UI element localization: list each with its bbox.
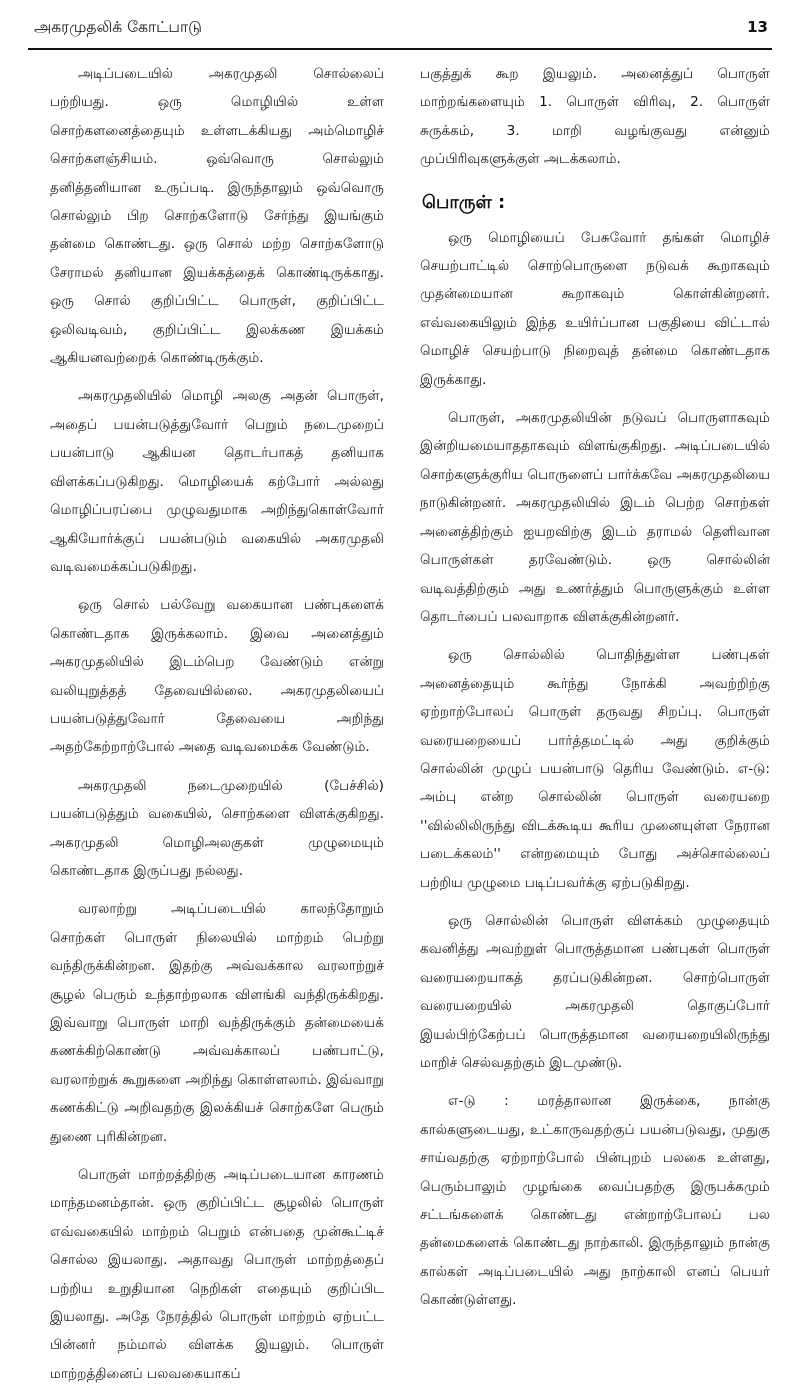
right-column [420,60,770,1325]
body-paragraph: எ-டு : மரத்தாலான இருக்கை, நான்கு கால்களுடையது, உட்காருவதற்குப் பயன்படுவது, முதுகு சாய்வதற்கு ஏற்றாற்போல் பின்புறம் பலகை உள்ளது, பெரும்பாலும் முழங்கை வைப்பதற்கு இருபக்கமும் சட்டங்களைக் கொண்டது என்றாற்போலப் பல தன்மைகளைக் கொண்டது நாற்காலி. இருந்தாலும் நான்கு கால்கள் அடிப்படையில் அது நாற்காலி எனப் பெயர் கொண்டுள்ளது. [420,1093,770,1309]
body-paragraph: பொருள், அகரமுதலியின் நடுவப் பொருளாகவும் இன்றியமையாததாகவும் விளங்குகிறது. அடிப்படையில் சொற்களுக்குரிய பொருளைப் பார்க்கவே அகரமுதலியை நாடுகின்றனர். அகரமுதலியில் இடம் பெற்ற சொற்கள் அனைத்திற்கும் ஐயறவிற்கு இடம் தராமல் தெளிவான பொருள்கள் தரவேண்டும். ஒரு சொல்லின் வடிவத்திற்கும் அது உணர்த்தும் பொருளுக்கும் உள்ள தொடர்பைப் பலவாறாக விளக்குகின்றனர். [420,410,770,625]
page-header [28,12,772,50]
body-paragraph: அடிப்படையில் அகரமுதலி சொல்லைப் பற்றியது. ஒரு மொழியில் உள்ள சொற்களனைத்தையும் உள்ளடக்கியது அம்மொழிச் சொற்களஞ்சியம். ஒவ்வொரு சொல்லும் தனித்தனியான உருப்படி. இருந்தாலும் ஒவ்வொரு சொல்லும் பிற சொற்களோடு சேர்ந்து இயங்கும் தன்மை கொண்டது. ஒரு சொல் மற்ற சொற்களோடு சேராமல் தனியான இயக்கத்தைக் கொண்டிருக்காது. ஒரு சொல் குறிப்பிட்ட பொருள், குறிப்பிட்ட ஒலிவடிவம், குறிப்பிட்ட இலக்கண இயக்கம் ஆகியனவற்றைக் கொண்டிருக்கும். [50,66,384,367]
body-paragraph: ஒரு மொழியைப் பேசுவோர் தங்கள் மொழிச் செயற்பாட்டில் சொற்பொருளை நடுவக் கூறாகவும் முதன்மையான கூறாகவும் கொள்கின்றனர். எவ்வகையிலும் இந்த உயிர்ப்பான பகுதியை விட்டால் மொழிச் செயற்பாடு நிறைவுத் தன்மை கொண்டதாக இருக்காது. [420,229,770,388]
running-title: அகரமுதலிக் கோட்பாடு [34,18,202,36]
section-heading: பொருள் : [422,191,506,213]
body-paragraph: பொருள் மாற்றத்திற்கு அடிப்படையான காரணம் மாந்தமனம்தான். ஒரு குறிப்பிட்ட சூழலில் பொருள் எவ்வகையில் மாற்றம் பெறும் என்பதை முன்கூட்டிச் சொல்ல இயலாது. அதாவது பொருள் மாற்றத்தைப் பற்றிய உறுதியான நெறிகள் எதையும் குறிப்பிட இயலாது. அதே நேரத்தில் பொருள் மாற்றம் ஏற்பட்ட பின்னர் நம்மால் விளக்க இயலும். பொருள் மாற்றத்தினைப் பலவகையாகப் [50,1167,384,1382]
body-paragraph: அகரமுதலி நடைமுறையில் (பேச்சில்) பயன்படுத்தும் வகையில், சொற்களை விளக்குகிறது. அகரமுதலி மொழிஅலகுகள் முழுமையும் கொண்டதாக இருப்பது நல்லது. [50,777,384,879]
body-paragraph: ஒரு சொல்லில் பொதிந்துள்ள பண்புகள் அனைத்தையும் கூர்ந்து நோக்கி அவற்றிற்கு ஏற்றாற்போலப் பொருள் தருவது சிறப்பு. பொருள் வரையறையைப் பார்த்தமட்டில் அது குறிக்கும் சொல்லின் முழுப் பயன்பாடு தெரிய வேண்டும். எ-டு: அம்பு என்ற சொல்லின் பொருள் வரையறை ''வில்லிலிருந்து விடக்கூடிய கூரிய முனையுள்ள நேரான படைக்கலம்'' என்றமையும் போது அச்சொல்லைப் பற்றிய முழுமை படிப்பவர்க்கு ஏற்படுகிறது. [420,647,770,891]
body-paragraph: ஒரு சொல்லின் பொருள் விளக்கம் முழுதையும் கவனித்து அவற்றுள் பொருத்தமான பண்புகள் பொருள் வரையறையாகத் தரப்படுகின்றன. சொற்பொருள் வரையறையில் அகரமுதலி தொகுப்போர் இயல்பிற்கேற்பப் பொருத்தமான வரையறையிலிருந்து மாறிச் செல்வதற்கும் இடமுண்டு. [420,912,770,1071]
body-paragraph: ஒரு சொல் பல்வேறு வகையான பண்புகளைக் கொண்டதாக இருக்கலாம். இவை அனைத்தும் அகரமுதலியில் இடம்பெற வேண்டும் என்று வலியுறுத்தத் தேவையில்லை. அகரமுதலியைப் பயன்படுத்துவோர் தேவையை அறிந்து அதற்கேற்றாற்போல் அதை வடிவமைக்க வேண்டும். [50,597,384,756]
continued-paragraph: பகுத்துக் கூற இயலும். அனைத்துப் பொருள் மாற்றங்களையும் 1. பொருள் விரிவு, 2. பொருள் சுருக்கம், 3. மாறி வழங்குவது என்னும் முப்பிரிவுகளுக்குள் அடக்கலாம். [420,66,770,168]
body-paragraph: அகரமுதலியில் மொழி அலகு அதன் பொருள், அதைப் பயன்படுத்துவோர் பெறும் நடைமுறைப் பயன்பாடு ஆகியன தொடர்பாகத் தனியாக விளக்கப்படுகிறது. மொழியைக் கற்போர் அல்லது மொழிப்பரப்பை முழுவதுமாக அறிந்துகொள்வோர் ஆகியோர்க்குப் பயன்படும் வகையில் அகரமுதலி வடிவமைக்கப்படுகிறது. [50,388,384,575]
body-paragraph: வரலாற்று அடிப்படையில் காலந்தோறும் சொற்கள் பொருள் நிலையில் மாற்றம் பெற்று வந்திருக்கின்றன. இதற்கு அவ்வக்கால வரலாற்றுச் சூழல் பெரும் உந்தாற்றலாக விளங்கி வந்திருக்கிறது. இவ்வாறு பொருள் மாறி வந்திருக்கும் தன்மையைக் கணக்கிற்கொண்டு அவ்வக்காலப் பண்பாட்டு, வரலாற்றுக் கூறுகளை அறிந்து கொள்ளலாம். இவ்வாறு கணக்கிட்டு அறிவதற்கு இலக்கியச் சொற்களே பெரும் துணை புரிகின்றன. [50,901,384,1145]
left-column [50,60,384,1398]
page-number: 13 [747,18,768,36]
